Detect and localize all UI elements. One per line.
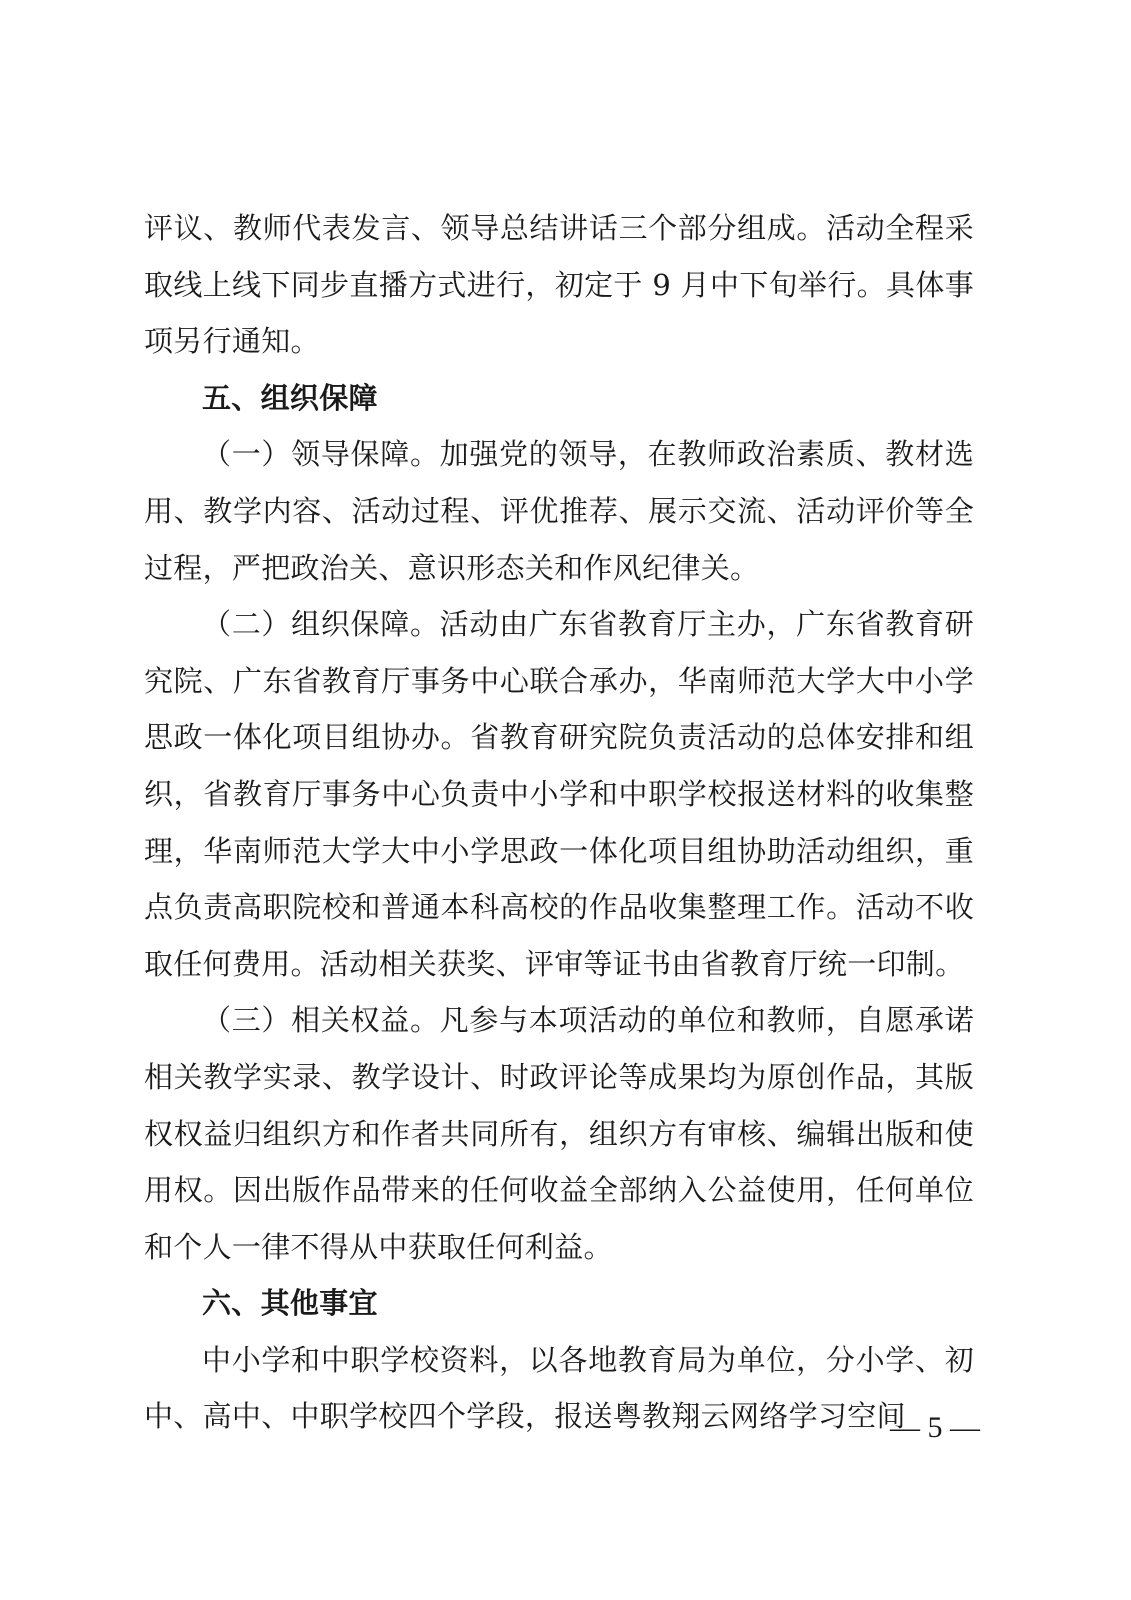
paragraph-rights: （三）相关权益。凡参与本项活动的单位和教师，自愿承诺相关教学实录、教学设计、时政评论等成果均为原创作品，其版权权益归组织方和作者共同所有，组织方有审核、编辑出版和使用权。因出版作品带来的任何收益全部纳入公益使用，任何单位和个人一律不得从中获取任何利益。 bbox=[144, 1003, 974, 1264]
page-number: — 5 — bbox=[890, 1411, 980, 1444]
paragraph-leadership: （一）领导保障。加强党的领导，在教师政治素质、教材选用、教学内容、活动过程、评优推荐、展示交流、活动评价等全过程，严把政治关、意识形态关和作风纪律关。 bbox=[144, 437, 974, 585]
section-heading-organization: 五、组织保障 bbox=[202, 380, 378, 415]
paragraph-other: 中小学和中职学校资料，以各地教育局为单位，分小学、初中、高中、中职学校四个学段，报送粤教翔云网络学习空间 bbox=[144, 1342, 974, 1434]
section-heading-other: 六、其他事宜 bbox=[202, 1286, 378, 1321]
paragraph-organization: （二）组织保障。活动由广东省教育厅主办，广东省教育研究院、广东省教育厅事务中心联合承办，华南师范大学大中小学思政一体化项目组协办。省教育研究院负责活动的总体安排和组织，省教育厅事务中心负责中小学和中职学校报送材料的收集整理，华南师范大学大中小学思政一体化项目组协助活动组织，重点负责高职院校和普通本科高校的作品收集整理工作。活动不收取任何费用。活动相关获奖、评审等证书由省教育厅统一印制。 bbox=[144, 607, 974, 981]
paragraph-continuation: 评议、教师代表发言、领导总结讲话三个部分组成。活动全程采取线上线下同步直播方式进行，初定于 9 月中下旬举行。具体事项另行通知。 bbox=[144, 211, 974, 359]
document-body bbox=[144, 200, 974, 1445]
